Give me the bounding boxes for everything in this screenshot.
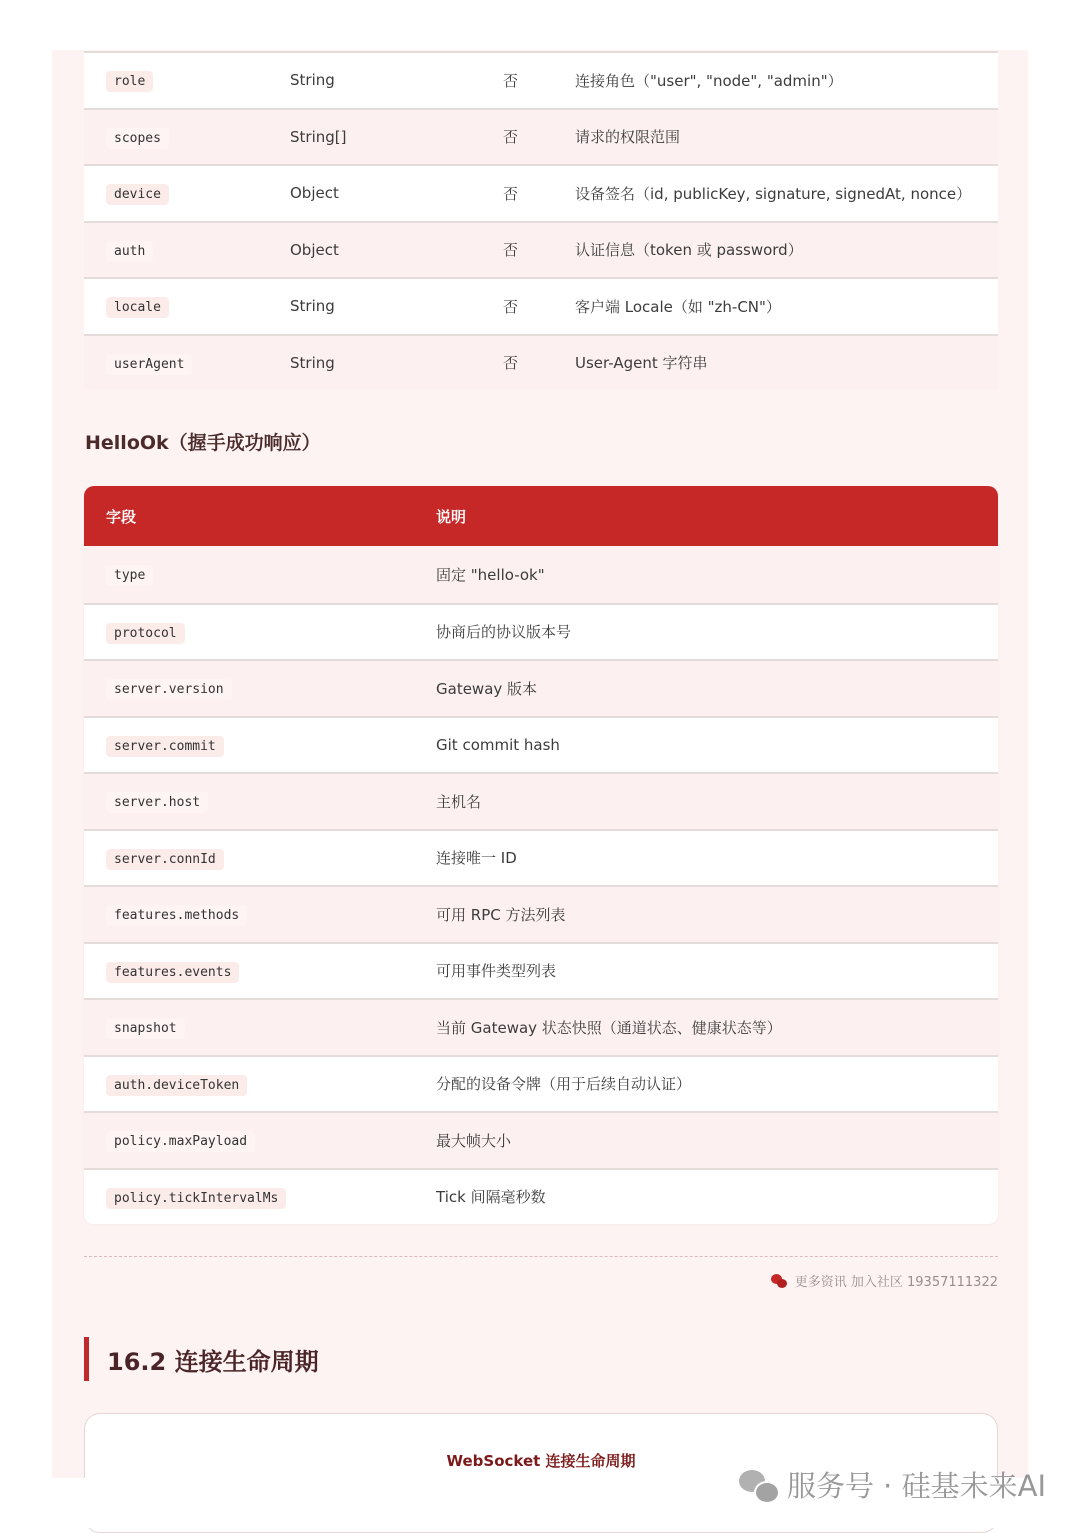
table-row <box>84 546 998 603</box>
field-name: locale <box>106 297 169 318</box>
field-name: snapshot <box>106 1018 185 1039</box>
connect-params-table <box>84 51 998 390</box>
field-type: String[] <box>290 127 347 146</box>
field-name: device <box>106 184 169 205</box>
hellook-heading: HelloOk（握手成功响应） <box>85 432 321 454</box>
field-desc: 当前 Gateway 状态快照（通道状态、健康状态等） <box>436 1018 782 1037</box>
field-name: role <box>106 71 153 92</box>
field-desc: Tick 间隔毫秒数 <box>436 1188 546 1207</box>
table-row <box>84 108 998 165</box>
hellook-table <box>84 486 998 1224</box>
table-row <box>84 1055 998 1112</box>
field-name: features.methods <box>106 905 247 926</box>
field-name: userAgent <box>106 354 192 375</box>
table-row <box>84 1168 998 1225</box>
field-desc: 分配的设备令牌（用于后续自动认证） <box>436 1075 692 1094</box>
field-name: protocol <box>106 623 185 644</box>
table-row <box>84 829 998 886</box>
field-desc: 认证信息（token 或 password） <box>575 241 803 260</box>
table-row <box>84 603 998 660</box>
field-desc: 客户端 Locale（如 "zh-CN"） <box>575 297 781 316</box>
header-desc: 说明 <box>436 507 467 526</box>
field-type: Object <box>290 184 339 203</box>
table-row <box>84 716 998 773</box>
field-desc: Git commit hash <box>436 735 560 754</box>
table-row <box>84 221 998 278</box>
header-field: 字段 <box>106 507 137 526</box>
wechat-icon <box>771 1274 787 1288</box>
field-name: auth.deviceToken <box>106 1075 247 1096</box>
field-desc: Gateway 版本 <box>436 679 538 698</box>
field-required: 否 <box>503 128 519 147</box>
field-required: 否 <box>503 184 519 203</box>
field-desc: 最大帧大小 <box>436 1131 512 1150</box>
field-required: 否 <box>503 241 519 260</box>
table-row <box>84 51 998 108</box>
section-title: 16.2 连接生命周期 <box>84 1337 319 1381</box>
field-desc: 固定 "hello-ok" <box>436 565 545 584</box>
watermark-text: 服务号 · 硅基未来AI <box>786 1469 1046 1503</box>
table-row <box>84 334 998 391</box>
table-row <box>84 659 998 716</box>
table-row <box>84 164 998 221</box>
field-name: policy.tickIntervalMs <box>106 1188 286 1209</box>
field-required: 否 <box>503 297 519 316</box>
field-name: policy.maxPayload <box>106 1131 255 1152</box>
field-desc: User-Agent 字符串 <box>575 354 708 373</box>
field-desc: 可用事件类型列表 <box>436 962 557 981</box>
table-row <box>84 1111 998 1168</box>
field-desc: 主机名 <box>436 792 482 811</box>
field-type: Object <box>290 240 339 259</box>
table-header <box>84 486 998 546</box>
field-name: features.events <box>106 962 239 983</box>
dashed-divider <box>84 1256 998 1257</box>
field-name: server.connId <box>106 849 224 870</box>
table-row <box>84 772 998 829</box>
field-required: 否 <box>503 71 519 90</box>
field-type: String <box>290 71 335 90</box>
table-row <box>84 277 998 334</box>
field-name: auth <box>106 241 153 262</box>
field-name: type <box>106 565 153 586</box>
field-name: server.host <box>106 792 208 813</box>
field-desc: 请求的权限范围 <box>575 128 681 147</box>
field-desc: 设备签名（id, publicKey, signature, signedAt, nonce） <box>575 184 972 203</box>
table-row <box>84 942 998 999</box>
diagram-title: WebSocket 连接生命周期 <box>446 1452 636 1470</box>
community-promo[interactable] <box>771 1271 998 1290</box>
field-type: String <box>290 353 335 372</box>
field-name: scopes <box>106 128 169 149</box>
field-desc: 协商后的协议版本号 <box>436 623 572 642</box>
field-name: server.version <box>106 679 232 700</box>
field-desc: 可用 RPC 方法列表 <box>436 905 566 924</box>
table-row <box>84 885 998 942</box>
field-name: server.commit <box>106 736 224 757</box>
table-row <box>84 998 998 1055</box>
wechat-icon <box>739 1468 779 1502</box>
field-desc: 连接唯一 ID <box>436 849 517 868</box>
field-type: String <box>290 297 335 316</box>
field-required: 否 <box>503 354 519 373</box>
promo-text: 更多资讯 加入社区 19357111322 <box>794 1275 998 1290</box>
watermark <box>739 1464 1046 1505</box>
field-desc: 连接角色（"user", "node", "admin"） <box>575 71 843 90</box>
